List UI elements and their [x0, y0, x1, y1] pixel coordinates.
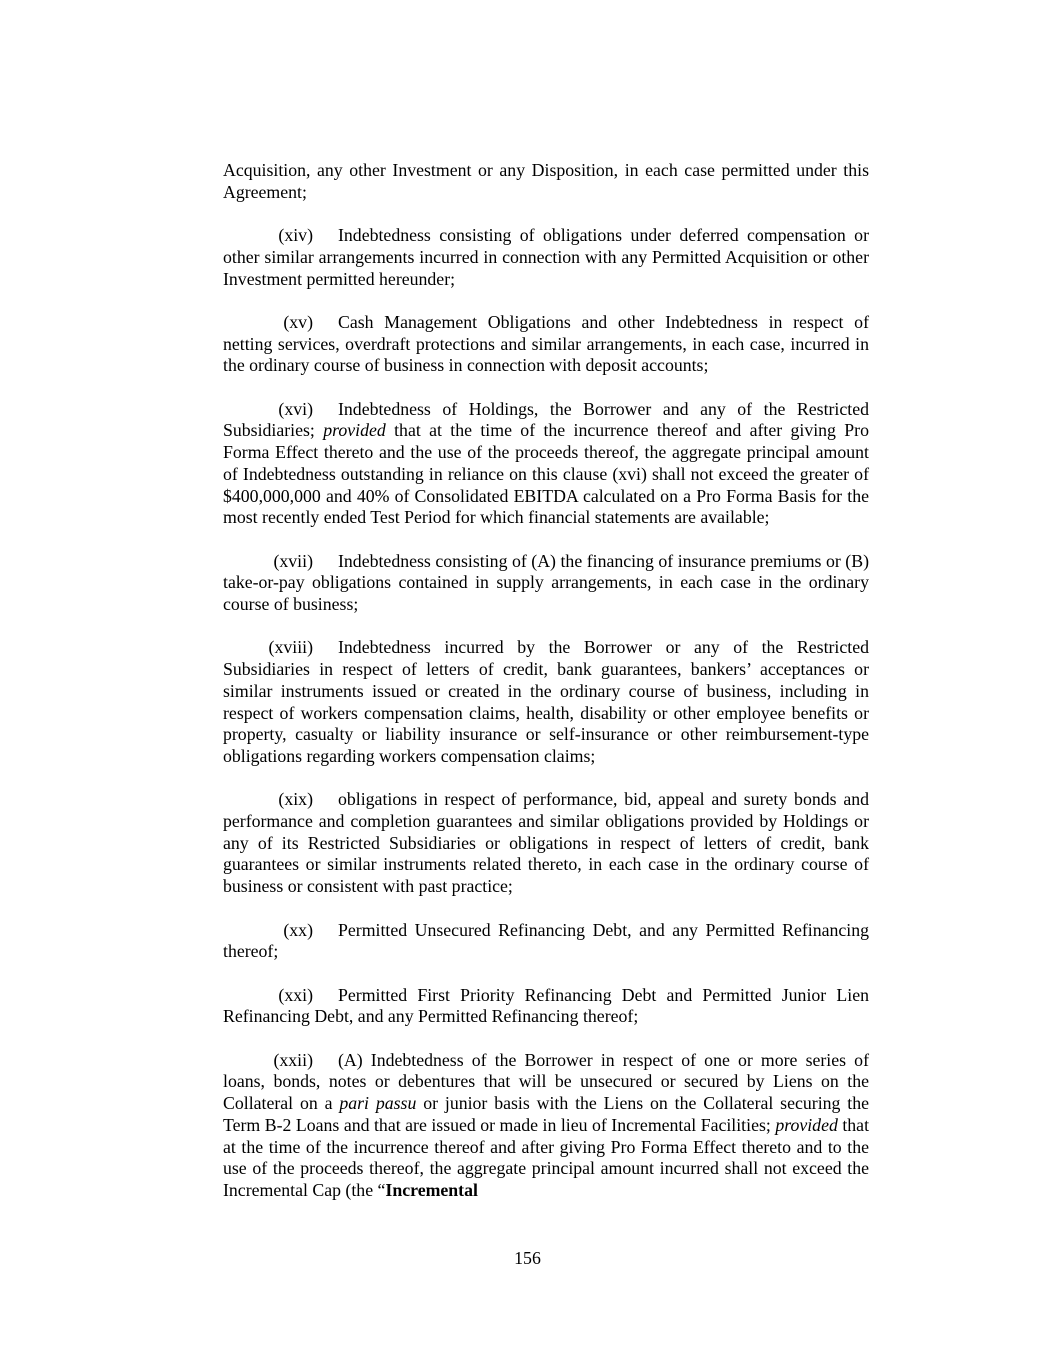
clause-text: that at the time of the incurrence thereof and after giving Pro Forma Effect thereto and to the use of the proceeds thereof, the aggregate principal amount incurred shall not exceed the Incremental Cap (the “: [223, 1114, 870, 1200]
clause-text-italic: provided: [775, 1114, 838, 1135]
paragraph-clause-xviii: [223, 637, 869, 767]
paragraph-clause-xix: [223, 789, 869, 898]
document-body: [223, 160, 869, 1223]
paragraph-clause-xiv: [223, 225, 869, 290]
clause-text: Permitted Unsecured Refinancing Debt, and any Permitted Refinancing thereof;: [223, 919, 869, 962]
paragraph-text: Acquisition, any other Investment or any Disposition, in each case permitted under this Agreement;: [223, 160, 869, 202]
paragraph-clause-xvi: [223, 399, 869, 529]
page-number: 156: [514, 1248, 541, 1268]
clause-number: (xix): [278, 789, 313, 810]
paragraph-clause-xxii: [223, 1050, 869, 1202]
clause-text: Indebtedness of Holdings, the Borrower and any of the Restricted Subsidiaries;: [223, 398, 869, 441]
paragraph-clause-xvii: [223, 551, 869, 616]
clause-text-italic: provided: [323, 420, 386, 441]
paragraph-continuation: [223, 160, 869, 203]
clause-text: (A) Indebtedness of the Borrower in respect of one or more series of loans, bonds, notes or debentures that will be unsecured or secured by Liens on the Collateral on a: [223, 1049, 869, 1114]
clause-text-italic: pari passu: [339, 1093, 417, 1114]
clause-number: (xvii): [273, 550, 313, 571]
clause-text: Indebtedness consisting of (A) the financing of insurance premiums or (B) take-or-pay obligations contained in supply arrangements, in each case in the ordinary course of business;: [223, 550, 869, 614]
clause-number: (xiv): [278, 225, 313, 246]
clause-number: (xxi): [278, 984, 313, 1005]
clause-text: Cash Management Obligations and other Indebtedness in respect of netting services, overdraft protections and similar arrangements, in each case, incurred in the ordinary course of business in connection with deposit accounts;: [223, 311, 869, 376]
clause-number: (xx): [283, 919, 313, 940]
clause-text: Permitted First Priority Refinancing Debt and Permitted Junior Lien Refinancing Debt, and any Permitted Refinancing thereof;: [223, 984, 869, 1027]
paragraph-clause-xv: [223, 312, 869, 377]
clause-number: (xvi): [278, 398, 313, 419]
clause-text: obligations in respect of performance, bid, appeal and surety bonds and performance and completion guarantees and similar obligations provided by Holdings or any of its Restricted Subsidiaries or obligations in respect of letters of credit, bank guarantees or similar instruments related thereto, in each case in the ordinary course of business or consistent with past practice;: [223, 789, 869, 897]
paragraph-clause-xx: [223, 920, 869, 963]
clause-text: that at the time of the incurrence thereof and after giving Pro Forma Effect thereto and the use of the proceeds thereof, the aggregate principal amount of Indebtedness outstanding in reliance on this clause (xvi) shall not exceed the greater of $400,000,000 and 40% of Consolidated EBITDA calculated on a Pro Forma Basis for the most recently ended Test Period for which financial statements are available;: [223, 420, 869, 528]
clause-text: Indebtedness incurred by the Borrower or any of the Restricted Subsidiaries in respect of letters of credit, bank guarantees, bankers’ acceptances or similar instruments issued or created in the ordinary course of business, including in respect of workers compensation claims, health, disability or other employee benefits or property, casualty or liability insurance or self-insurance or other reimbursement-type obligations regarding workers compensation claims;: [223, 637, 869, 766]
clause-number: (xviii): [268, 637, 313, 658]
defined-term-bold: Incremental: [385, 1179, 478, 1200]
paragraph-clause-xxi: [223, 985, 869, 1028]
clause-text: or junior basis with the Liens on the Collateral securing the Term B-2 Loans and that are issued or made in lieu of Incremental Facilities;: [223, 1093, 869, 1135]
clause-number: (xv): [283, 311, 313, 332]
clause-text: Indebtedness consisting of obligations under deferred compensation or other similar arrangements incurred in connection with any Permitted Acquisition or other Investment permitted hereunder;: [223, 225, 869, 289]
clause-number: (xxii): [273, 1049, 313, 1070]
